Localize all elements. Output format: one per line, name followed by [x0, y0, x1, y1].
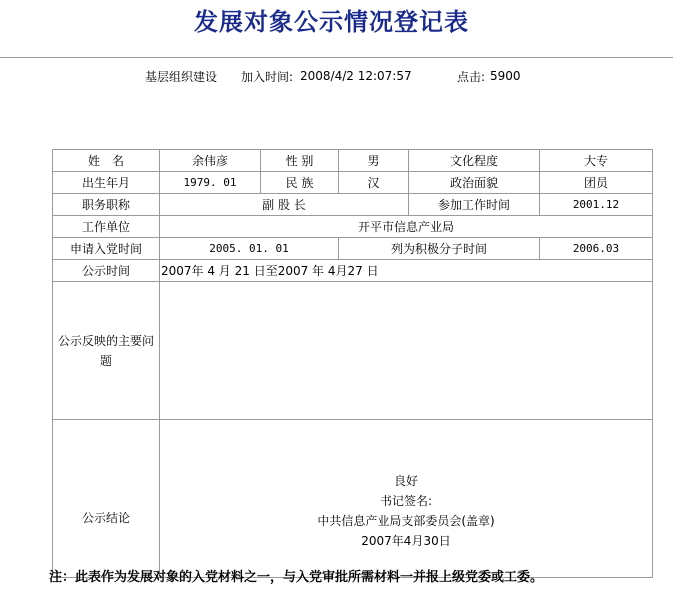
conclusion-cell [160, 420, 653, 578]
publicity-time-value: 2007年 4 月 21 日至2007 年 4月27 日 [160, 260, 653, 282]
political-label: 政治面貌 [409, 172, 540, 194]
ethnicity-label: 民 族 [261, 172, 339, 194]
political-value: 团员 [540, 172, 653, 194]
birth-label: 出生年月 [53, 172, 160, 194]
table-row [53, 150, 653, 172]
category-label: 基层组织建设 [145, 70, 218, 84]
apply-label: 申请入党时间 [53, 238, 160, 260]
conclusion-sign: 书记签名: [379, 493, 433, 508]
table-row [53, 282, 653, 420]
publicity-time-label: 公示时间 [53, 260, 160, 282]
ethnicity-value: 汉 [339, 172, 409, 194]
added-time-value: 2008/4/2 12:07:57 [300, 69, 412, 83]
footer-note: 注：此表作为发展对象的入党材料之一，与入党审批所需材料一并报上级党委或工委。 [49, 570, 544, 585]
feedback-value [160, 282, 653, 420]
name-value: 余伟彦 [160, 150, 261, 172]
table-row [53, 216, 653, 238]
position-label: 职务职称 [53, 194, 160, 216]
table-row [53, 420, 653, 578]
gender-value: 男 [339, 150, 409, 172]
education-label: 文化程度 [409, 150, 540, 172]
conclusion-date: 2007年4月30日 [361, 533, 451, 548]
name-label: 姓 名 [53, 150, 160, 172]
work-start-value: 2001.12 [540, 194, 653, 216]
page-title: 发展对象公示情况登记表 [194, 7, 469, 36]
feedback-label [53, 282, 160, 420]
apply-value: 2005. 01. 01 [160, 238, 339, 260]
activist-value: 2006.03 [540, 238, 653, 260]
workplace-label: 工作单位 [53, 216, 160, 238]
feedback-label-text: 公示反映的主要问题 [57, 333, 154, 368]
conclusion-label: 公示结论 [53, 420, 160, 578]
added-time-label: 加入时间: [241, 70, 294, 84]
workplace-value: 开平市信息产业局 [160, 216, 653, 238]
conclusion-block [160, 447, 652, 551]
header-divider [0, 57, 673, 58]
gender-label: 性 别 [261, 150, 339, 172]
conclusion-org: 中共信息产业局支部委员会(盖章) [317, 513, 495, 528]
clicks-label: 点击: [457, 70, 486, 84]
table-row [53, 194, 653, 216]
table-row [53, 172, 653, 194]
activist-label: 列为积极分子时间 [339, 238, 540, 260]
registration-table [52, 149, 653, 578]
table-row [53, 238, 653, 260]
position-value: 副 股 长 [160, 194, 409, 216]
birth-value: 1979. 01 [160, 172, 261, 194]
conclusion-result: 良好 [393, 473, 418, 488]
table-row [53, 260, 653, 282]
work-start-label: 参加工作时间 [409, 194, 540, 216]
clicks-value: 5900 [490, 69, 521, 83]
education-value: 大专 [540, 150, 653, 172]
